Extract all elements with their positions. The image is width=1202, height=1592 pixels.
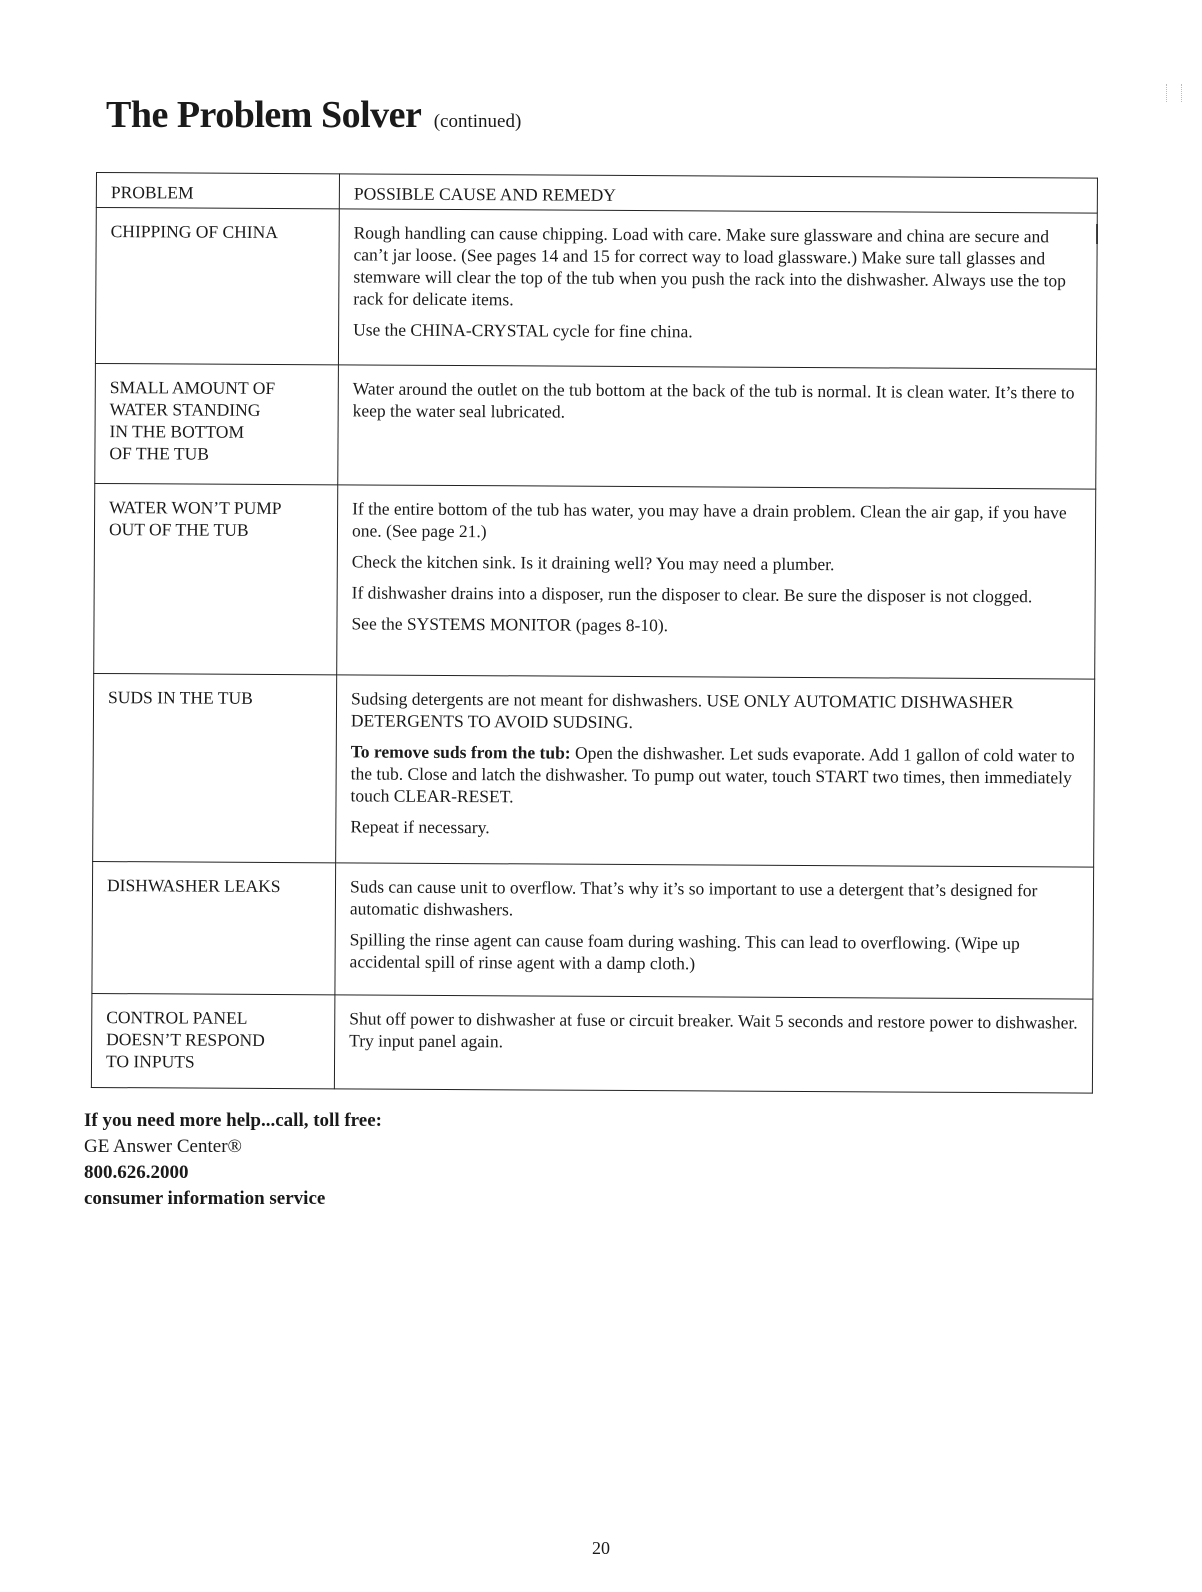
remedy-paragraph: Spilling the rinse agent can cause foam during washing. This can lead to overflowing. (Wipe up accidental spill of rinse agent with a damp cloth.)	[349, 929, 1020, 974]
remedy-paragraph: Use the CHINA-CRYSTAL cycle for fine china.	[353, 319, 693, 342]
table-row	[95, 208, 1097, 370]
problem-text: SUDS IN THE TUB	[108, 687, 253, 708]
problem-text: OF THE TUB	[109, 443, 210, 464]
remedy-paragraph: Rough handling can cause chipping. Load with care. Make sure glassware and china are secure and can’t jar loose. (See pages 14 and 15 for correct way to load glassware.) Make sure tall glasses and stemware will clear the top of the tub when you push the rack into the dishwasher. Always use the top rack for delicate items.	[353, 222, 1066, 310]
table-row	[92, 861, 1094, 999]
problem-cell	[94, 483, 338, 674]
remedy-paragraph: Check the kitchen sink. Is it draining well? You may need a plumber.	[351, 551, 835, 575]
remedy-paragraph: Suds can cause unit to overflow. That’s why it’s so important to use a detergent that’s designed for automatic dishwashers.	[349, 876, 1038, 920]
problem-cell	[92, 861, 336, 994]
help-phone-number: 800.626.2000	[84, 1162, 189, 1183]
page-number: 20	[592, 1538, 610, 1558]
remedy-paragraph: Water around the outlet on the tub bottom at the back of the tub is normal. It is clean water. It’s there to keep the water seal lubricated.	[352, 378, 1075, 422]
problem-text: OUT OF THE TUB	[108, 519, 249, 540]
header-problem: PROBLEM	[96, 173, 339, 209]
problem-text: TO INPUTS	[105, 1051, 195, 1072]
help-service-name: GE Answer Center®	[84, 1136, 242, 1157]
problem-text: WATER STANDING	[109, 399, 261, 420]
problem-text: DOESN’T RESPOND	[106, 1029, 265, 1050]
help-heading: If you need more help...call, toll free:	[84, 1110, 382, 1131]
remedy-paragraph	[350, 740, 1079, 810]
remedy-cell	[338, 365, 1097, 489]
remedy-cell	[338, 209, 1097, 369]
problem-cell	[91, 993, 335, 1088]
table-row	[91, 993, 1093, 1093]
table-row	[93, 673, 1095, 867]
remedy-paragraph: See the SYSTEMS MONITOR (pages 8-10).	[351, 613, 669, 636]
remedy-cell	[334, 995, 1093, 1093]
table-row	[94, 483, 1096, 679]
page-title-main: The Problem Solver	[106, 94, 421, 136]
problem-text: WATER WON’T PUMP	[109, 497, 282, 519]
remedy-paragraph: Repeat if necessary.	[350, 816, 490, 838]
problem-cell	[95, 363, 339, 484]
remedy-paragraph: If the entire bottom of the tub has water, you may have a drain problem. Clean the air gap, if you have one. (See page 21.)	[351, 498, 1067, 542]
remedy-cell	[336, 675, 1095, 867]
page-title-suffix: (continued)	[433, 111, 522, 132]
remedy-paragraph: If dishwasher drains into a disposer, run the disposer to clear. Be sure the disposer is not clogged.	[351, 582, 1033, 607]
table-header-row	[96, 173, 1097, 214]
remedy-cell	[335, 863, 1094, 999]
remedy-paragraph: Sudsing detergents are not meant for dishwashers. USE ONLY AUTOMATIC DISHWASHER DETERGENTS TO AVOID SUDSING.	[350, 688, 1014, 733]
problem-text: CHIPPING OF CHINA	[110, 221, 278, 243]
page-title	[106, 96, 521, 134]
problem-cell	[95, 208, 339, 365]
problem-text: CONTROL PANEL	[106, 1007, 248, 1028]
problem-solver-table	[91, 172, 1098, 1094]
remedy-paragraph: Shut off power to dishwasher at fuse or circuit breaker. Wait 5 seconds and restore power to dishwasher. Try input panel again.	[349, 1008, 1078, 1052]
help-section	[84, 1108, 382, 1212]
remedy-text: Open the dishwasher. Let suds evaporate. Add 1 gallon of cold water to the tub. Close and latch the dishwasher. To pump out water, touch START two times, then immediately touch CLEAR-RESET.	[350, 742, 1075, 807]
problem-text: IN THE BOTTOM	[109, 421, 245, 442]
problem-cell	[93, 673, 337, 862]
remedy-cell	[337, 485, 1096, 679]
problem-text: DISHWASHER LEAKS	[106, 875, 281, 897]
help-service-description: consumer information service	[84, 1188, 326, 1209]
header-remedy: POSSIBLE CAUSE AND REMEDY	[339, 174, 1097, 213]
table-row	[95, 363, 1097, 489]
problem-text: SMALL AMOUNT OF	[109, 377, 276, 399]
remedy-bold-lead: To remove suds from the tub:	[350, 741, 571, 763]
scan-artifact	[1166, 84, 1182, 102]
